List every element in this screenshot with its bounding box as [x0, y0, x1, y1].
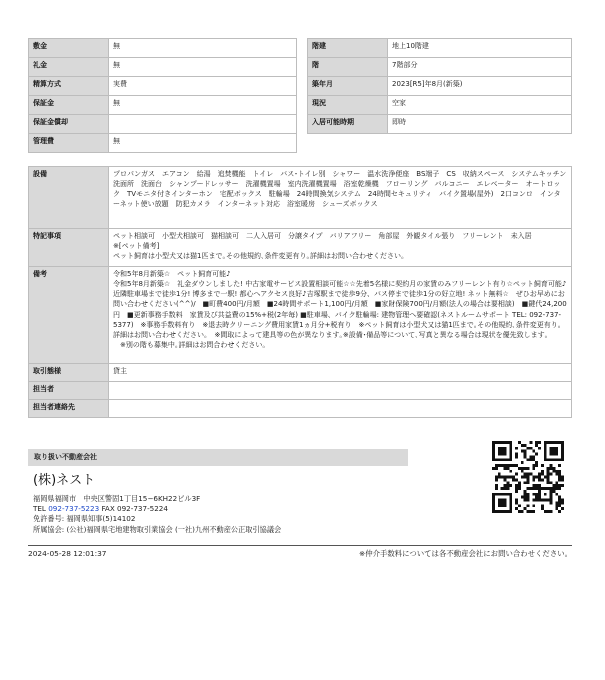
field-value: 実費 [109, 77, 297, 96]
agent-contact [33, 504, 281, 514]
field-label: 特記事項 [29, 229, 109, 267]
detail-row [29, 364, 572, 382]
field-label: 保証金償却 [29, 115, 109, 134]
footer-divider [28, 545, 572, 546]
field-value: 貸主 [109, 364, 572, 382]
agent-address: 福岡県福岡市 中央区警固1丁目15−6KH22ビル3F [33, 494, 201, 503]
field-label: 築年月 [308, 77, 388, 96]
detail-row [29, 167, 572, 229]
fee-row [29, 58, 297, 77]
field-label: 管理費 [29, 134, 109, 153]
field-value: 空家 [388, 96, 572, 115]
field-value: 地上10階建 [388, 39, 572, 58]
detail-row [29, 267, 572, 364]
field-label: 精算方式 [29, 77, 109, 96]
field-value [109, 382, 572, 400]
agent-fax: FAX 092-737-5224 [99, 504, 168, 514]
agent-license: 免許番号: 福岡県知事(5)14102 [33, 514, 136, 524]
field-value [109, 115, 297, 134]
field-label: 備考 [29, 267, 109, 364]
building-row [308, 39, 572, 58]
agent-company-name: (株)ネスト [33, 473, 96, 488]
fees-table [28, 38, 297, 153]
agent-header: 取り扱い不動産会社 [28, 449, 408, 466]
footer-note: ※仲介手数料については各不動産会社にお問い合わせください。 [359, 549, 572, 558]
fee-row [29, 134, 297, 153]
field-label: 現況 [308, 96, 388, 115]
details-table [28, 166, 572, 418]
tel-label: TEL [33, 504, 49, 514]
field-label: 礼金 [29, 58, 109, 77]
field-value: プロパンガス エアコン 給湯 追焚機能 トイレ バス･トイレ別 シャワー 温水洗浄便座 BS端子 CS 収納スペース システムキッチン 洗面所 洗面台 シャンプードレッサー 洗濯機置場 室内洗濯機置場 浴室乾燥機 フローリング バルコニー エレベーター オートロック TVモニタ付きインターホン 宅配ボックス 駐輪場 24時間換気システム 24時間セキュリティ バイク置場(屋外) 2口コンロ インターネット使い放題 防犯カメラ インターネット対応 浴室暖房 シューズボックス [109, 167, 572, 229]
print-timestamp: 2024-05-28 12:01:37 [28, 549, 107, 558]
field-label: 設備 [29, 167, 109, 229]
field-label: 保証金 [29, 96, 109, 115]
field-value: 無 [109, 134, 297, 153]
field-label: 階建 [308, 39, 388, 58]
field-value [109, 400, 572, 418]
field-value: 7階部分 [388, 58, 572, 77]
building-row [308, 115, 572, 134]
building-table [307, 38, 572, 134]
detail-row [29, 382, 572, 400]
building-row [308, 58, 572, 77]
field-label: 取引態様 [29, 364, 109, 382]
detail-row [29, 400, 572, 418]
building-row [308, 77, 572, 96]
building-row [308, 96, 572, 115]
field-label: 階 [308, 58, 388, 77]
field-value: 無 [109, 39, 297, 58]
field-value: 令和5年8月新築☆ ペット飼育可能♪ 令和5年8月新築☆ 礼金ダウンしました! 中古家電サービス設置相談可能☆☆先着5名様に契約月の家賃のみフリーレント有り☆ペット飼育可能♪近隣駐車場まで徒歩1分! 博多まで一駅! 都心へアクセス良好♪吉塚駅まで徒歩9分、バス停まで徒歩1分の好立地! ネット無料☆ ぜひお早めにお問い合わせください(^^)/ ■町費400円/月額 ■24時間サポート1,100円/月額 ■家財保険700円/月額(法人の場合は要相談) ■鍵代24,200円 ■更新事務手数料 家賃及び共益費の15%+税(2年毎) ■駐車場、バイク駐輪場: 建物管理へ要確認(ネストルームサポート TEL: 092-737-5377) ※事務手数料有り ※退去時クリーニング費用家賃1ヵ月分+税有り ※ペット飼育は小型犬又は猫1匹まで｡その他規約､条件変更有り｡詳細はお問い合わせください｡ ※間取によって建具等の色が異なります｡※設備･備品等について､写真と異なる場合は現状を優先致します｡ ※別の階も募集中｡詳細はお問合わせください｡ [109, 267, 572, 364]
field-label: 担当者連絡先 [29, 400, 109, 418]
fee-row [29, 96, 297, 115]
fee-row [29, 115, 297, 134]
fee-row [29, 39, 297, 58]
agent-association: 所属協会: (公社)福岡県宅地建物取引業協会 (一社)九州不動産公正取引協議会 [33, 524, 282, 534]
field-label: 敷金 [29, 39, 109, 58]
agent-info [33, 494, 281, 535]
field-value: ペット相談可 小型犬相談可 猫相談可 二人入居可 分譲タイプ バリアフリー 角部屋 外観タイル張り フリーレント 未入居 ※[ペット備考] ペット飼育は小型犬又は猫1匹まで｡その他規約､条件変更有り｡詳細はお問い合わせください｡ [109, 229, 572, 267]
fee-row [29, 77, 297, 96]
agent-tel-link[interactable]: 092-737-5223 [48, 504, 100, 514]
field-label: 担当者 [29, 382, 109, 400]
field-value: 即時 [388, 115, 572, 134]
qr-code-icon [492, 441, 564, 513]
field-value: 無 [109, 96, 297, 115]
field-value: 2023[R5]年8月(新築) [388, 77, 572, 96]
detail-row [29, 229, 572, 267]
field-value: 無 [109, 58, 297, 77]
field-label: 入居可能時期 [308, 115, 388, 134]
